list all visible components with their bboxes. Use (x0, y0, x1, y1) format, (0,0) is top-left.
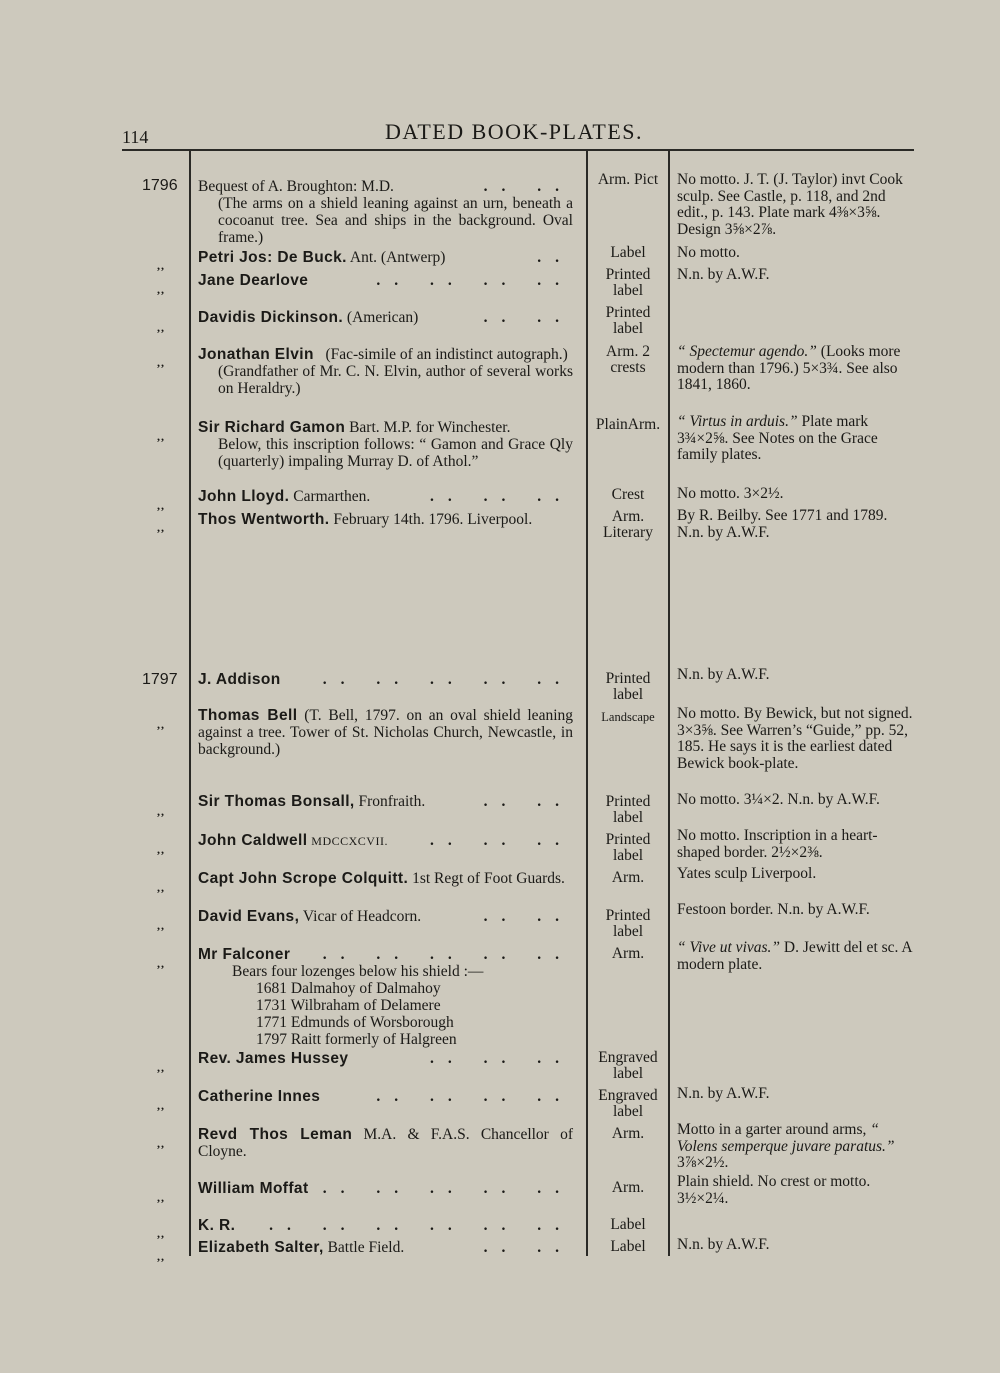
leader-dots: .. (537, 249, 573, 266)
owner-name: Sir Thomas Bonsall, (198, 793, 355, 810)
entry-detail: Fronfraith. (358, 793, 426, 810)
notes (677, 344, 917, 394)
leader-dots: .. .. .. .. .. (322, 946, 573, 963)
entry-detail: February 14th. 1796. Liverpool. (333, 511, 533, 528)
leader-dots: .. .. .. .. .. (322, 671, 573, 688)
year: 1797 (142, 671, 178, 688)
entry-text (198, 488, 573, 505)
plate-kind: Arm. (611, 945, 645, 962)
ditto-mark: ,, (157, 1190, 165, 1204)
plate-kind: Printed label (605, 304, 651, 337)
notes: No motto. 3¼×2. N.n. by A.W.F. (677, 791, 880, 808)
entry-text (198, 1180, 573, 1197)
entry-text (198, 272, 573, 289)
ditto-mark: ,, (157, 804, 165, 818)
motto: “ Virtus in arduis.” (677, 413, 798, 430)
owner-name: William Moffat (198, 1180, 309, 1197)
ditto-mark: ,, (157, 956, 165, 970)
entry-detail: 1st Regt of Foot Guards. (412, 870, 565, 887)
ditto-mark: ,, (157, 1136, 165, 1150)
owner-name: J. Addison (198, 671, 281, 688)
owner-name: John Lloyd. (198, 488, 290, 505)
plate-kind: Crest (611, 486, 645, 503)
notes: No motto. J. T. (J. Taylor) invt Cook sculp. See Castle, p. 118, and 2nd edit., p. 143. Plate mark 4⅜×3⅝. Design 3⅝×2⅞. (677, 171, 903, 238)
plate-kind: Arm. (611, 1179, 645, 1196)
entry-detail: Battle Field. (327, 1239, 405, 1256)
plate-kind: Arm. Literary (603, 508, 653, 541)
entry-text (198, 870, 573, 887)
page-number: 114 (122, 127, 149, 147)
ditto-mark: ,, (157, 1098, 165, 1112)
column-divider-right (668, 151, 670, 1256)
plate-kind: Printed label (605, 831, 651, 864)
entry-text (198, 671, 573, 688)
owner-name: Revd Thos Leman (198, 1126, 353, 1143)
leader-dots: .. .. .. .. (376, 272, 573, 289)
leader-dots: .. .. .. (430, 1050, 573, 1067)
entry-detail: M.A. & F.A.S. Chancellor of Cloyne. (198, 1126, 574, 1160)
lozenge-line: 1731 Wilbraham of Delamere (256, 997, 441, 1014)
lozenge-line: 1681 Dalmahoy of Dalmahoy (256, 980, 441, 997)
notes: N.n. by A.W.F. (677, 1236, 770, 1253)
leader-dots: .. .. (483, 178, 573, 195)
notes (677, 940, 917, 973)
plate-kind: Arm. (611, 869, 645, 886)
owner-name: Mr Falconer (198, 946, 291, 963)
entry-description: Bears four lozenges below his shield :— (232, 963, 484, 980)
entry-detail: MDCCXCVII. (311, 834, 388, 848)
notes: N.n. by A.W.F. (677, 266, 770, 283)
leader-dots: .. .. (483, 908, 573, 925)
leader-dots: .. .. .. .. .. .. (269, 1217, 573, 1234)
owner-name: David Evans, (198, 908, 300, 925)
lozenge-line: 1797 Raitt formerly of Halgreen (256, 1031, 457, 1048)
plate-kind: Printed label (605, 266, 651, 299)
notes (677, 414, 917, 464)
owner-name: Jonathan Elvin (198, 346, 314, 363)
notes-text: D. Jewitt del et sc. A modern plate. (677, 939, 912, 973)
plate-kind: Printed label (605, 793, 651, 826)
plate-kind: Engraved label (598, 1049, 658, 1082)
notes: N.n. by A.W.F. (677, 1085, 770, 1102)
owner-name: Rev. James Hussey (198, 1050, 349, 1067)
plate-kind: Engraved label (598, 1087, 658, 1120)
plate-kind: Label (610, 1238, 646, 1255)
ditto-mark: ,, (157, 498, 165, 512)
entry-detail: (Fac-simile of an indistinct autograph.) (325, 346, 568, 363)
plate-kind: Arm. (611, 1125, 645, 1142)
entry-detail: Ant. (Antwerp) (349, 249, 446, 266)
entry-detail: Bart. M.P. for Winchester. (349, 419, 511, 436)
owner-name: Capt John Scrope Colquitt. (198, 870, 409, 887)
owner-name: John Caldwell (198, 832, 308, 849)
notes-text: 3⅞×2½. (677, 1154, 729, 1171)
motto: “ Spectemur agendo.” (677, 343, 817, 360)
notes-text: Plate mark 3¾×2⅝. See Notes on the Grace family plates. (677, 413, 878, 463)
ditto-mark: ,, (157, 1060, 165, 1074)
entry-text (198, 793, 573, 810)
entry-text (198, 1239, 573, 1256)
leader-dots: .. .. (483, 793, 573, 810)
entry-text (198, 249, 573, 266)
ditto-mark: ,, (157, 320, 165, 334)
owner-name: Sir Richard Gamon (198, 419, 346, 436)
ditto-mark: ,, (157, 258, 165, 272)
plate-kind: Printed label (605, 907, 651, 940)
column-divider-left (189, 151, 191, 1256)
plate-kind: PlainArm. (595, 416, 661, 433)
ditto-mark: ,, (157, 880, 165, 894)
entry-text (198, 419, 573, 470)
notes: No motto. Inscription in a heart-shaped border. 2½×2⅜. (677, 827, 878, 861)
owner-name: Thomas Bell (198, 707, 298, 724)
motto: “ Vive ut vivas.” (677, 939, 781, 956)
page-title: DATED BOOK-PLATES. (385, 119, 643, 144)
entry-description: (The arms on a shield leaning against an urn, beneath a cocoanut tree. Sea and ships in the background. Oval frame.) (218, 195, 573, 246)
leader-dots: .. .. .. .. .. (322, 1180, 573, 1197)
entry-text (198, 946, 573, 1048)
entry-description: Below, this inscription follows: “ Gamon and Grace Qly (quarterly) impaling Murray D. of Athol.” (218, 436, 573, 470)
owner-name: Petri Jos: De Buck. (198, 249, 347, 266)
column-divider-middle (586, 151, 588, 1256)
ditto-mark: ,, (157, 842, 165, 856)
entry-text (198, 309, 573, 326)
notes-text: Motto in a garter around arms, (677, 1121, 867, 1138)
notes: Plain shield. No crest or motto. 3½×2¼. (677, 1173, 871, 1207)
entry-text (198, 1088, 573, 1105)
entry-description: (Grandfather of Mr. C. N. Elvin, author of several works on Heraldry.) (218, 363, 573, 397)
owner-name: Davidis Dickinson. (198, 309, 344, 326)
plate-kind: Label (610, 1216, 646, 1233)
leader-dots: .. .. .. (430, 488, 573, 505)
notes: N.n. by A.W.F. (677, 666, 770, 683)
plate-kind: Printed label (605, 670, 651, 703)
leader-dots: .. .. .. .. (376, 1088, 573, 1105)
entry-text (198, 178, 573, 246)
plate-kind: Arm. Pict (597, 171, 659, 188)
plate-kind: Label (610, 244, 646, 261)
owner-name: K. R. (198, 1217, 236, 1234)
ditto-mark: ,, (157, 918, 165, 932)
plate-kind: Landscape (601, 710, 655, 724)
entry-text (198, 908, 573, 925)
ditto-mark: ,, (157, 1226, 165, 1240)
entry-detail: (T. Bell, 1797. on an oval shield leaning against a tree. Tower of St. Nicholas Church, Newcastle, in background.) (198, 707, 574, 758)
ditto-mark: ,, (157, 1249, 165, 1263)
entry-detail: (American) (346, 309, 419, 326)
entry-text (198, 707, 573, 758)
owner-name: Bequest of A. Broughton: M.D. (198, 178, 394, 195)
motto: “ Volens semperque juvare paratus.” (677, 1121, 895, 1155)
entry-text (198, 832, 573, 850)
leader-dots: .. .. .. (430, 832, 573, 849)
lozenge-line: 1771 Edmunds of Worsborough (256, 1014, 454, 1031)
notes: Yates sculp Liverpool. (677, 865, 817, 882)
ditto-mark: ,, (157, 520, 165, 534)
plate-kind: Arm. 2 crests (606, 343, 650, 376)
leader-dots: .. .. (483, 1239, 573, 1256)
entry-text (198, 1126, 573, 1160)
owner-name: Jane Dearlove (198, 272, 309, 289)
entry-text (198, 1217, 573, 1234)
ditto-mark: ,, (157, 282, 165, 296)
notes: No motto. (677, 244, 740, 261)
owner-name: Catherine Innes (198, 1088, 321, 1105)
entry-text (198, 511, 573, 528)
leader-dots: .. .. (483, 309, 573, 326)
ditto-mark: ,, (157, 717, 165, 731)
entry-detail: Vicar of Headcorn. (302, 908, 422, 925)
notes: No motto. 3×2½. (677, 485, 784, 502)
ditto-mark: ,, (157, 355, 165, 369)
year: 1796 (142, 177, 178, 194)
notes: Festoon border. N.n. by A.W.F. (677, 901, 870, 918)
entry-text (198, 346, 573, 397)
notes-text: (Looks more modern than 1796.) 5×3¾. See also 1841, 1860. (677, 343, 901, 393)
notes: No motto. By Bewick, but not signed. 3×3⅝. See Warren’s “Guide,” pp. 52, 185. He says it is the earliest dated Bewick book-plate. (677, 705, 913, 772)
entry-text (198, 1050, 573, 1067)
ditto-mark: ,, (157, 429, 165, 443)
owner-name: Elizabeth Salter, (198, 1239, 324, 1256)
notes (677, 1122, 917, 1172)
header-rule (122, 149, 914, 151)
entry-detail: Carmarthen. (293, 488, 371, 505)
notes: By R. Beilby. See 1771 and 1789. N.n. by A.W.F. (677, 507, 888, 541)
owner-name: Thos Wentworth. (198, 511, 330, 528)
